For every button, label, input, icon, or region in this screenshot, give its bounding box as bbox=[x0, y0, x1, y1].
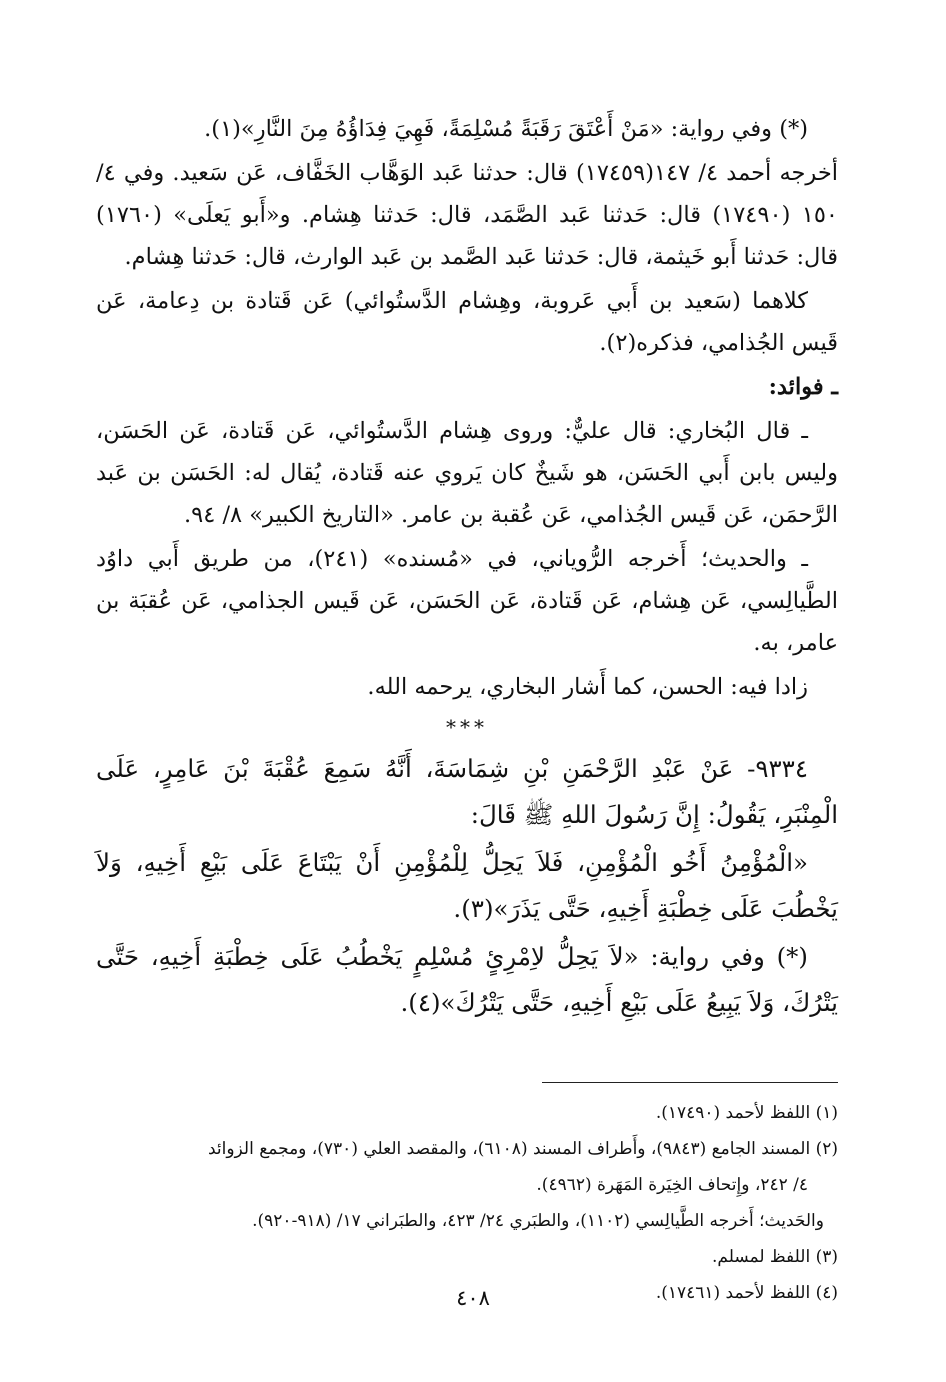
footnote-2-hadith: والحَديث؛ أَخرجه الطَّيالِسي (١١٠٢)، والطبَري ٢٤/ ٤٢٣، والطبَراني ١٧/ (٩١٨-٩٢٠). bbox=[252, 1211, 824, 1231]
takhrij-paragraph: أخرجه أحمد ٤/ ١٤٧(١٧٤٥٩) قال: حدثنا عَبد الوَهَّاب الخَفَّاف، عَن سَعيد. وفي ٤/ ١٥٠ (١٧٤٩٠) قال: حَدثنا عَبد الصَّمَد، قال: حَدثنا هِشام. و«أَبو يَعلَى» (١٧٦٠) قال: حَدثنا أَبو خَيثمة، قال: حَدثنا عَبد الصَّمد بن عَبد الوارث، قال: حَدثنا هِشام. bbox=[96, 160, 838, 270]
hadith-9334-matn: «الْمُؤْمِنُ أَخُو الْمُؤْمِنِ، فَلاَ يَحِلُّ لِلْمُؤْمِنِ أَنْ يَبْتَاعَ عَلَى بَيْعِ أَخِيهِ، وَلاَ يَخْطُبَ عَلَى خِطْبَةِ أَخِيهِ، حَتَّى يَذَرَ»(٣). bbox=[96, 848, 838, 923]
fawaid-heading: ـ فوائد: bbox=[768, 374, 838, 400]
page-number: ٤٠٨ bbox=[456, 1286, 490, 1310]
isnad-paragraph: كلاهما (سَعيد بن أَبي عَروبة، وهِشام الدَّستُوائي) عَن قَتادة بن دِعامة، عَن قَيس الجُذامي، فذكره(٢). bbox=[96, 288, 838, 356]
riwaya-paragraph-2: (*) وفي رواية: «لاَ يَحِلُّ لاِمْرِئٍ مُسْلِمٍ يَخْطُبُ عَلَى خِطْبَةِ أَخِيهِ، حَتَّى يَتْرُكَ، وَلاَ يَبِيعُ عَلَى بَيْعِ أَخِيهِ، حَتَّى يَتْرُكَ»(٤). bbox=[96, 942, 838, 1017]
zada-paragraph: زادا فيه: الحسن، كما أَشار البخاري، يرحمه الله. bbox=[367, 674, 808, 700]
footnote-separator bbox=[542, 1082, 838, 1083]
hadith-9334-isnad: ٩٣٣٤- عَنْ عَبْدِ الرَّحْمَنِ بْنِ شِمَاسَةَ، أَنَّهُ سَمِعَ عُقْبَةَ بْنَ عَامِرٍ، عَلَى الْمِنْبَرِ، يَقُولُ: إِنَّ رَسُولَ اللهِ ﷺ قَالَ: bbox=[96, 754, 838, 829]
footnote-2: (٢) المسند الجامع (٩٨٤٣)، وأَطراف المسند (٦١٠٨)، والمقصد العلي (٧٣٠)، ومجمع الزوائد bbox=[207, 1139, 838, 1159]
footnote-3: (٣) اللفظ لمسلم. bbox=[711, 1247, 838, 1267]
footnote-1: (١) اللفظ لأحمد (١٧٤٩٠). bbox=[655, 1103, 838, 1123]
footnote-4: (٤) اللفظ لأحمد (١٧٤٦١). bbox=[655, 1283, 838, 1303]
footnote-2-continuation: ٤/ ٢٤٢، وإِتحاف الخِيَرة المَهَرة (٤٩٦٢). bbox=[536, 1175, 808, 1195]
riwaya-paragraph-1: (*) وفي رواية: «مَنْ أَعْتَقَ رَقَبَةً مُسْلِمَةً، فَهِيَ فِدَاؤُهُ مِنَ النَّارِ»(١). bbox=[204, 116, 808, 142]
main-text bbox=[96, 108, 838, 1026]
ruyani-note-paragraph: ـ والحديث؛ أَخرجه الرُّوياني، في «مُسنده» (٢٤١)، من طريق أَبي داوُد الطَّيالِسي، عَن هِشام، عَن قَتادة، عَن الحَسَن، عَن قَيس الجذامي، عَن عُقبَة بن عامر، به. bbox=[96, 546, 838, 656]
footnotes bbox=[96, 1095, 838, 1311]
bukhari-note-paragraph: ـ قال البُخاري: قال عليٌّ: وروى هِشام الدَّستُوائي، عَن قَتادة، عَن الحَسَن، وليس بابن أَبي الحَسَن، هو شَيخٌ كان يَروي عنه قَتادة، يُقال له: الحَسَن بن عَبد الرَّحمَن، عَن قَيس الجُذامي، عَن عُقبة بن عامر. «التاريخ الكبير» ٨/ ٩٤. bbox=[96, 418, 838, 528]
section-separator-stars: *** bbox=[446, 715, 488, 739]
